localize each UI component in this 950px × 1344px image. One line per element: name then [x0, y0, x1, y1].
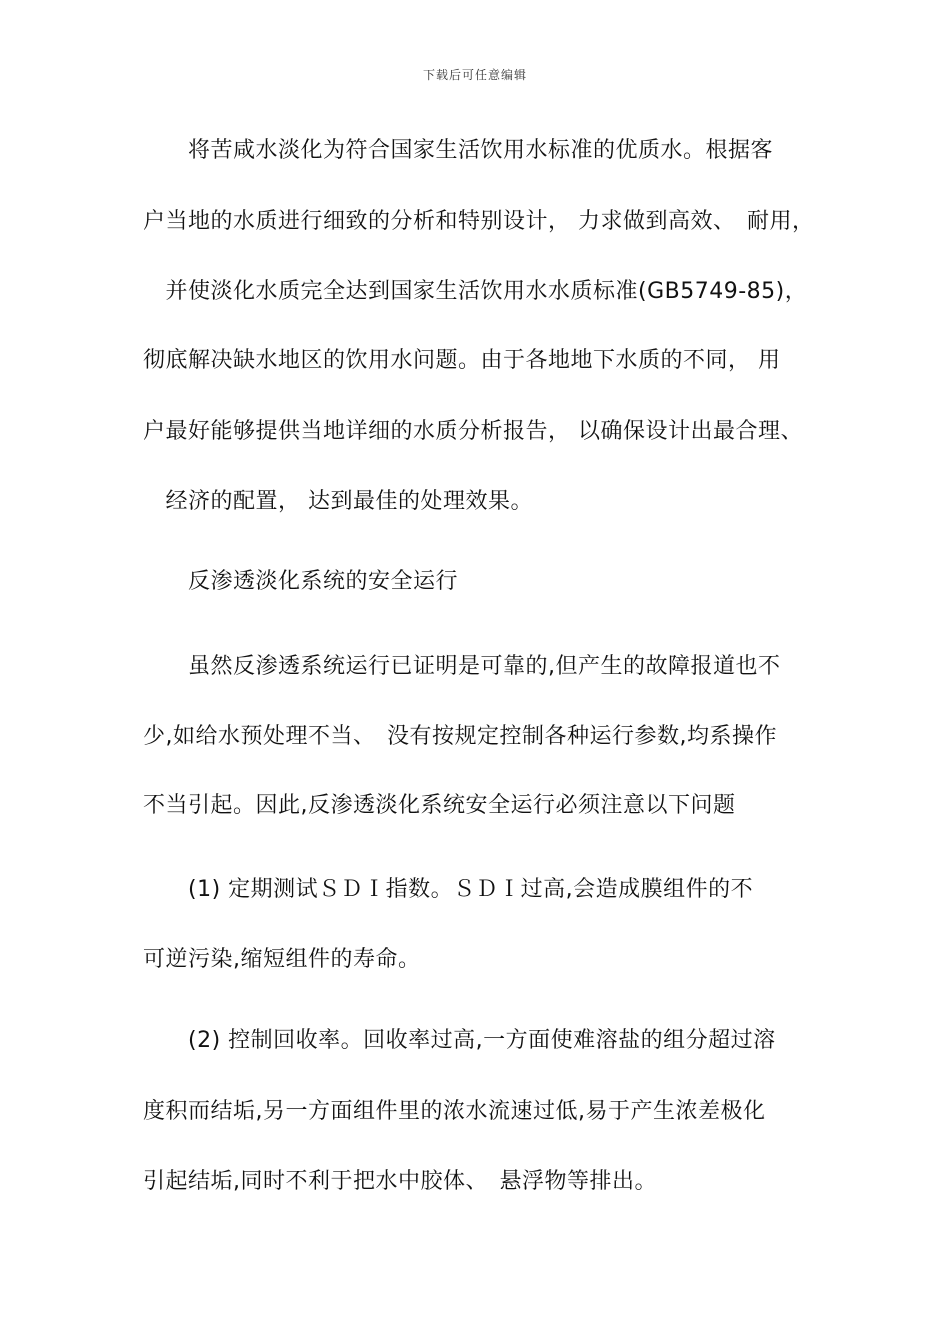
paragraph-line: 虽然反渗透系统运行已证明是可靠的,但产生的故障报道也不	[143, 654, 781, 679]
paragraph-line: 户当地的水质进行细致的分析和特别设计， 力求做到高效、 耐用，	[143, 209, 815, 234]
list-item-2-line: 度积而结垢,另一方面组件里的浓水流速过低,易于产生浓差极化	[143, 1099, 766, 1124]
page-header: 下载后可任意编辑	[422, 68, 527, 82]
list-item-2-line: (2) 控制回收率。回收率过高,一方面使难溶盐的组分超过溶	[143, 1028, 776, 1053]
paragraph-line: 不当引起。因此,反渗透淡化系统安全运行必须注意以下问题	[143, 793, 736, 818]
list-item-1-line: (1) 定期测试ＳＤＩ指数。ＳＤＩ过高,会造成膜组件的不	[143, 877, 754, 902]
paragraph-line: 并使淡化水质完全达到国家生活饮用水水质标准(GB5749-85)，	[143, 279, 808, 304]
paragraph-line: 彻底解决缺水地区的饮用水问题。由于各地地下水质的不同， 用	[143, 348, 781, 373]
paragraph-line: 少,如给水预处理不当、 没有按规定控制各种运行参数,均系操作	[143, 724, 777, 749]
paragraph-line: 将苦咸水淡化为符合国家生活饮用水标准的优质水。根据客	[143, 138, 774, 163]
paragraph-line: 经济的配置， 达到最佳的处理效果。	[143, 489, 533, 514]
list-item-2-line: 引起结垢,同时不利于把水中胶体、 悬浮物等排出。	[143, 1169, 657, 1194]
section-heading: 反渗透淡化系统的安全运行	[143, 569, 459, 594]
paragraph-line: 户最好能够提供当地详细的水质分析报告， 以确保设计出最合理、	[143, 419, 803, 444]
list-item-1-line: 可逆污染,缩短组件的寿命。	[143, 947, 421, 972]
